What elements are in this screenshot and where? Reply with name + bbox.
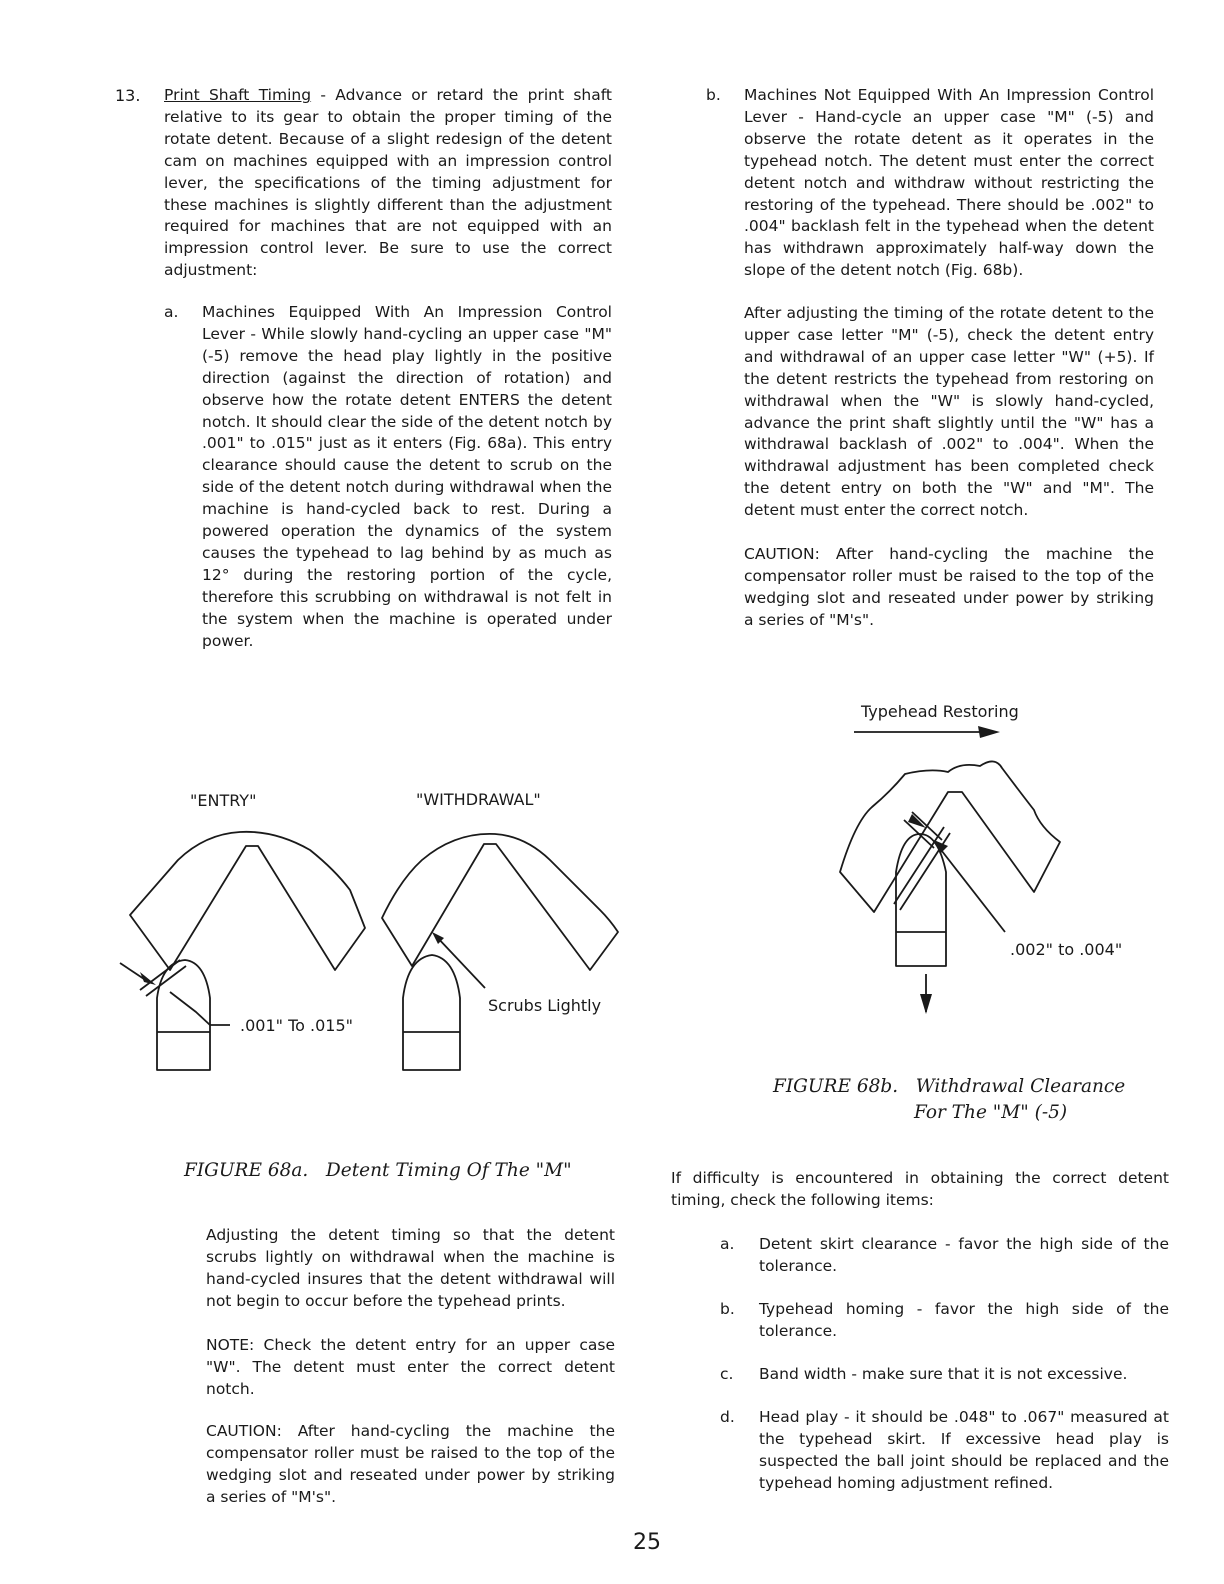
label-typehead-restoring: Typehead Restoring — [861, 702, 1019, 721]
restoring-arrowhead — [978, 726, 1000, 738]
figure-68a-caption: FIGURE 68a. Detent Timing Of The "M" — [184, 1160, 572, 1181]
section-number: 13. — [115, 86, 141, 105]
list-item-a-marker: a. — [720, 1235, 735, 1253]
section-intro — [164, 85, 612, 282]
figure-68a-drawing — [110, 820, 650, 1080]
backlash-leader — [938, 846, 1005, 932]
after-adjusting-paragraph: After adjusting the timing of the rotate detent to the upper case letter "M" (-5), check the detent entry and withdrawal of an upper case letter "W" (+5). If the detent restricts the typehead from restoring on withdrawal when the "W" is slowly hand-cycled, advance the print shaft slightly until the "W" has a withdrawal backlash of .002" to .004". When the withdrawal adjustment has been completed check the detent entry on both the "W" and "M". The detent must enter the correct notch. — [744, 304, 1154, 520]
entry-typehead — [130, 832, 365, 970]
label-entry: "ENTRY" — [190, 791, 257, 810]
label-scrubs-lightly: Scrubs Lightly — [488, 996, 602, 1015]
label-withdrawal: "WITHDRAWAL" — [416, 790, 541, 809]
list-item-d-marker: d. — [720, 1408, 735, 1426]
list-item-b: Typehead homing - favor the high side of the tolerance. — [759, 1300, 1169, 1340]
section-intro-body: - Advance or retard the print shaft relative to its gear to obtain the proper timing of the rotate detent. Because of a slight redesign of the detent cam on machines equipped with an impression control lever, the specifications of the timing adjustment for these machines is slightly different than the adjustment required for machines that are not equipped with an impression control lever. Be sure to use the correct adjustment: — [164, 86, 612, 280]
item-a-text: Machines Equipped With An Impression Control Lever - While slowly hand-cycling an upper case "M" (-5) remove the head play lightly in the positive direction (against the direction of rotation) and observe how the rotate detent ENTERS the detent notch. It should clear the side of the detent notch by .001" to .015" just as it enters (Fig. 68a). This entry clearance should cause the detent to scrub on the side of the detent notch during withdrawal when the machine is hand-cycled back to rest. During a powered operation the dynamics of the system causes the typehead to lag behind by as much as 12° during the restoring portion of the cycle, therefore this scrubbing on withdrawal is not felt in the system when the machine is operated under power. — [202, 303, 612, 650]
restoring-typehead — [840, 761, 1060, 912]
scrubs-leader — [435, 935, 485, 988]
difficulty-intro: If difficulty is encountered in obtaining the correct detent timing, check the following items: — [671, 1169, 1169, 1209]
page-number: 25 — [633, 1530, 661, 1555]
list-item-d: Head play - it should be .048" to .067" measured at the typehead skirt. If excessive head play is suspected the ball joint should be replaced and the typehead homing adjustment refined. — [759, 1408, 1169, 1492]
figure-68b-caption-line1: FIGURE 68b. Withdrawal Clearance — [773, 1076, 1126, 1097]
scrub-explanation: Adjusting the detent timing so that the detent scrubs lightly on withdrawal when the machine is hand-cycled insures that the detent withdrawal will not begin to occur before the typehead prints. — [206, 1226, 615, 1310]
label-clearance-68a: .001" To .015" — [240, 1016, 353, 1035]
item-a-marker: a. — [164, 303, 179, 321]
list-item-c: Band width - make sure that it is not excessive. — [759, 1365, 1128, 1383]
withdrawal-typehead — [382, 834, 618, 970]
item-b-text: Machines Not Equipped With An Impression Control Lever - Hand-cycle an upper case "M" (-5) and observe the rotate detent as it operates in the typehead notch. The detent must enter the correct detent notch and withdraw without restricting the restoring of the typehead. There should be .002" to .004" backlash felt in the typehead when the detent has withdrawn approximately half-way down the slope of the detent notch (Fig. 68b). — [744, 86, 1154, 280]
item-b-marker: b. — [706, 86, 721, 104]
label-backlash-68b: .002" to .004" — [1010, 940, 1123, 959]
figure-68b-drawing — [830, 722, 1170, 1022]
backlash-arrowhead — [934, 840, 948, 854]
caution-right: CAUTION: After hand-cycling the machine the compensator roller must be raised to the top of the wedging slot and reseated under power by striking a series of "M's". — [744, 545, 1154, 629]
caution-left: CAUTION: After hand-cycling the machine the compensator roller must be raised to the top of the wedging slot and reseated under power by striking a series of "M's". — [206, 1422, 615, 1506]
section-heading: Print Shaft Timing — [164, 86, 312, 104]
entry-detent — [157, 960, 210, 1070]
list-item-b-marker: b. — [720, 1300, 735, 1318]
list-item-a: Detent skirt clearance - favor the high side of the tolerance. — [759, 1235, 1169, 1275]
withdrawal-detent — [403, 955, 460, 1070]
figure-68b-caption-line2: For The "M" (-5) — [914, 1102, 1068, 1123]
down-arrowhead — [920, 994, 932, 1014]
list-item-c-marker: c. — [720, 1365, 734, 1383]
restoring-detent — [896, 834, 946, 966]
note-paragraph: NOTE: Check the detent entry for an upper case "W". The detent must enter the correct detent notch. — [206, 1336, 615, 1398]
entry-clearance-lines — [140, 960, 230, 1025]
